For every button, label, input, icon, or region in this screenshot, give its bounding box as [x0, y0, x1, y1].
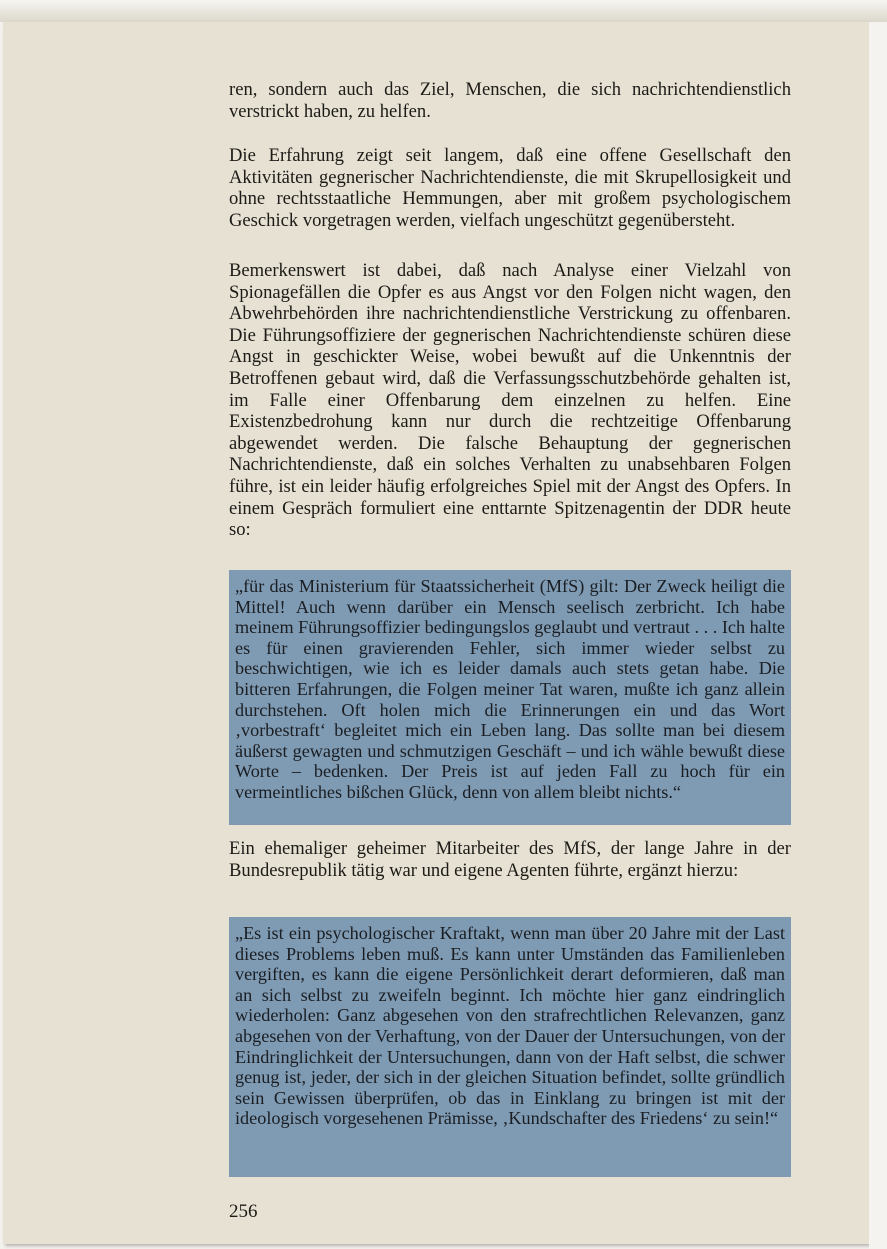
paragraph-continuation: ren, sondern auch das Ziel, Menschen, die sich nachrichtendienstlich verstrickt haben, zu helfen. — [229, 79, 791, 122]
scan-right-edge — [869, 22, 887, 1249]
paragraph-mitarbeiter: Ein ehemaliger geheimer Mitarbeiter des MfS, der lange Jahre in der Bundesrepublik tätig war und eigene Agenten führte, ergänzt hierzu: — [229, 838, 791, 881]
quote-block-mitarbeiter — [229, 917, 791, 1177]
quote-block-agentin — [229, 570, 791, 825]
quote-text-agentin: „für das Ministerium für Staatssicherheit (MfS) gilt: Der Zweck heiligt die Mittel! Auch wenn darüber ein Mensch seelisch zerbricht. Ich habe meinem Führungsoffizier bedingungslos geglaubt und vertraut . . . Ich halte es für einen gravierenden Fehler, sich immer wieder selbst zu beschwichtigen, wie ich es leider damals auch stets getan habe. Die bitteren Erfahrungen, die Folgen meiner Tat waren, mußte ich ganz allein durchstehen. Oft holen mich die Erinnerungen ein und das Wort ‚vorbestraft‘ begleitet mich ein Leben lang. Das sollte man bei diesem äußerst gewagten und schmutzigen Geschäft – und ich wähle bewußt diese Worte – bedenken. Der Preis ist auf jeden Fall zu hoch für ein vermeintliches bißchen Glück, denn von allem bleibt nichts.“ — [235, 576, 785, 802]
scan-top-edge — [0, 0, 887, 22]
paragraph-experience: Die Erfahrung zeigt seit langem, daß eine offene Gesellschaft den Aktivitäten gegnerischer Nachrichtendienste, die mit Skrupellosigkeit und ohne rechtsstaatliche Hemmungen, aber mit großem psychologischem Geschick vorgetragen werden, vielfach ungeschützt gegenübersteht. — [229, 145, 791, 231]
paragraph-analysis: Bemerkenswert ist dabei, daß nach Analyse einer Vielzahl von Spionagefällen die Opfer es aus Angst vor den Folgen nicht wagen, den Abwehrbehörden ihre nachrichtendienstliche Verstrickung zu offenbaren. Die Führungsoffiziere der gegnerischen Nachrichtendienste schüren diese Angst in geschickter Weise, wobei bewußt auf die Unkenntnis der Betroffenen gebaut wird, daß die Verfassungsschutzbehörde gehalten ist, im Falle einer Offenbarung dem einzelnen zu helfen. Eine Existenzbedrohung kann nur durch die rechtzeitige Offenbarung abgewendet werden. Die falsche Behauptung der gegnerischen Nachrichtendienste, daß ein solches Verhalten zu unabsehbaren Folgen führe, ist ein leider häufig erfolgreiches Spiel mit der Angst des Opfers. In einem Gespräch formuliert eine enttarnte Spitzenagentin der DDR heute so: — [229, 260, 791, 541]
quote-text-mitarbeiter: „Es ist ein psychologischer Kraftakt, wenn man über 20 Jahre mit der Last dieses Problems leben muß. Es kann unter Umständen das Familienleben vergiften, es kann die eigene Persönlichkeit derart deformieren, daß man an sich selbst zu zweifeln beginnt. Ich möchte hier ganz eindringlich wiederholen: Ganz abgesehen von den strafrechtlichen Relevanzen, ganz abgesehen von der Verhaftung, von der Dauer der Untersuchungen, von der Eindringlichkeit der Untersuchungen, dann von der Haft selbst, die schwer genug ist, jeder, der sich in der gleichen Situation befindet, sollte gründlich sein Gewissen überprüfen, ob das in Einklang zu bringen ist mit der ideologisch vorgesehenen Prämisse, ‚Kundschafter des Friedens‘ zu sein!“ — [235, 923, 785, 1129]
page-number: 256 — [229, 1201, 258, 1222]
